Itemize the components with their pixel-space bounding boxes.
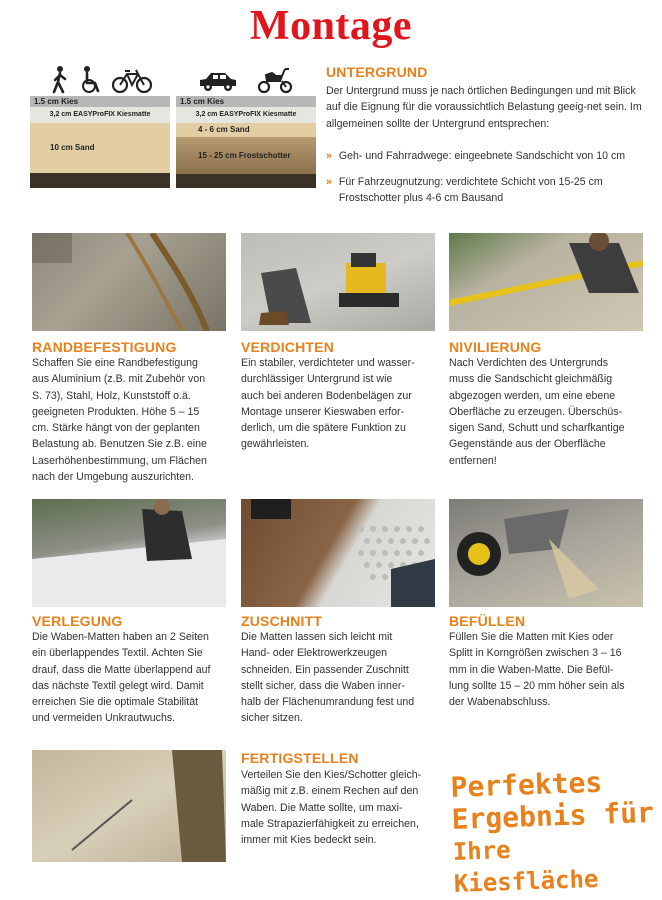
step-heading: RANDBEFESTIGUNG [32, 339, 177, 355]
photo-randbefestigung [32, 233, 226, 331]
edging-illustration [32, 233, 226, 331]
step-heading: VERLEGUNG [32, 613, 123, 629]
untergrund-bullet [326, 174, 646, 207]
slogan [450, 765, 662, 900]
layer-soil [30, 173, 170, 188]
photo-verlegung [32, 499, 226, 607]
untergrund-bullet [326, 148, 646, 164]
step-text: Füllen Sie die Matten mit Kies oder Splitt in Korngrößen zwischen 3 – 16 mm in die Waben-Matte. Die Befül- lung sollte 15 – 20 mm höher sein als der Wabenabschluss. [449, 631, 625, 709]
bicycle-icon [113, 70, 151, 92]
layer-diagram-vehicles [176, 62, 316, 188]
step-heading: VERDICHTEN [241, 339, 335, 355]
raking-illustration [32, 750, 226, 862]
layer-kies: 1.5 cm Kies [176, 96, 316, 107]
layer-soil [176, 174, 316, 188]
filling-illustration [449, 499, 643, 607]
pedestrian-icon [54, 66, 65, 92]
leveling-illustration [449, 233, 643, 331]
laying-illustration [32, 499, 226, 607]
walkway-icons [30, 62, 170, 96]
compactor-illustration [241, 233, 435, 331]
layer-diagram-walkways [30, 62, 170, 188]
slogan-line: Perfektes [449, 765, 603, 804]
step-text: Nach Verdichten des Untergrunds muss die Sandschicht gleichmäßig abgezogen werden, um eine ebene Oberfläche zu erzeugen. Überschüs- sigen Sand, Schutt und scharfkantige Gegenstände aus der Oberfläche entfernen! [449, 357, 625, 467]
cutting-illustration [241, 499, 435, 607]
step-text: Die Matten lassen sich leicht mit Hand- oder Elektrowerkzeugen schneiden. Ein passender Zuschnitt stellt sicher, dass die Waben inner- halb der Flächenumrandung fest und sicher sitzen. [241, 631, 415, 725]
vehicle-icons [176, 62, 316, 96]
photo-nivilierung [449, 233, 643, 331]
untergrund-heading: UNTERGRUND [326, 64, 428, 80]
layer-kies: 1.5 cm Kies [30, 96, 170, 107]
step-text: Verteilen Sie den Kies/Schotter gleich- mäßig mit z.B. einem Rechen auf den Waben. Die Matte sollte, um maxi- male Strapazierfähigkeit zu erreichen, immer mit Kies bedeckt sein. [241, 769, 422, 847]
slogan-line: Ergebnis für [451, 795, 655, 836]
bullet-text: Geh- und Fahrradwege: eingeebnete Sandschicht von 10 cm [338, 150, 626, 162]
wheelchair-icon [83, 66, 98, 92]
layer-sand: 10 cm Sand [30, 123, 170, 173]
step-text: Ein stabiler, verdichteter und wasser- durchlässiger Untergrund ist wie auch bei anderen Bodenbelägen zur Montage unserer Kieswaben erfor- derlich, um die spätere Funktion zu gewährleisten. [241, 357, 415, 451]
step-heading: NIVILIERUNG [449, 339, 542, 355]
bullet-marker: » [326, 150, 332, 162]
bullet-text: Für Fahrzeugnutzung: verdichtete Schicht von 15-25 cm Frostschotter plus 4-6 cm Bausand [338, 176, 603, 205]
layer-bausand: 4 - 6 cm Sand [176, 123, 316, 137]
step-heading: BEFÜLLEN [449, 613, 526, 629]
slogan-line: Ihre Kiesfläche [452, 835, 599, 898]
step-heading: ZUSCHNITT [241, 613, 323, 629]
page-title: Montage [249, 3, 413, 49]
untergrund-text: Der Untergrund muss je nach örtlichen Bedingungen und mit Blick auf die Eignung für die voraussichtlich Belastung geeig-net sein. Im allgemeinen sollte der Untergrund entsprechen: [326, 85, 642, 130]
photo-zuschnitt [241, 499, 435, 607]
step-heading: FERTIGSTELLEN [241, 750, 359, 766]
step-text: Schaffen Sie eine Randbefestigung aus Aluminium (z.B. mit Zubehör von S. 73), Stahl, Holz, Kunststoff o.ä. geeigneten Produkten. Höhe 5 – 15 cm. Stärke hängt von der geplanten Belastung ab. Benutzen Sie z.B. eine Laserhöhenbestimmung, um Flächen nach der Umgebung auszurichten. [32, 357, 207, 484]
bullet-marker: » [326, 176, 332, 188]
layer-frostschotter: 15 - 25 cm Frostschotter [176, 137, 316, 174]
scooter-icon [259, 69, 291, 92]
layer-kiesmatte: 3,2 cm EASYProFIX Kiesmatte [30, 107, 170, 123]
step-text: Die Waben-Matten haben an 2 Seiten ein überlappendes Textil. Achten Sie drauf, dass die Matte überlappend auf das nächste Textil gelegt wird. Damit erreichen Sie die optimale Stabilität und vermeiden Unkrautwuchs. [32, 631, 211, 725]
layer-kiesmatte: 3,2 cm EASYProFIX Kiesmatte [176, 107, 316, 123]
photo-fertigstellen [32, 750, 226, 862]
car-icon [200, 73, 236, 91]
photo-verdichten [241, 233, 435, 331]
photo-befuellen [449, 499, 643, 607]
